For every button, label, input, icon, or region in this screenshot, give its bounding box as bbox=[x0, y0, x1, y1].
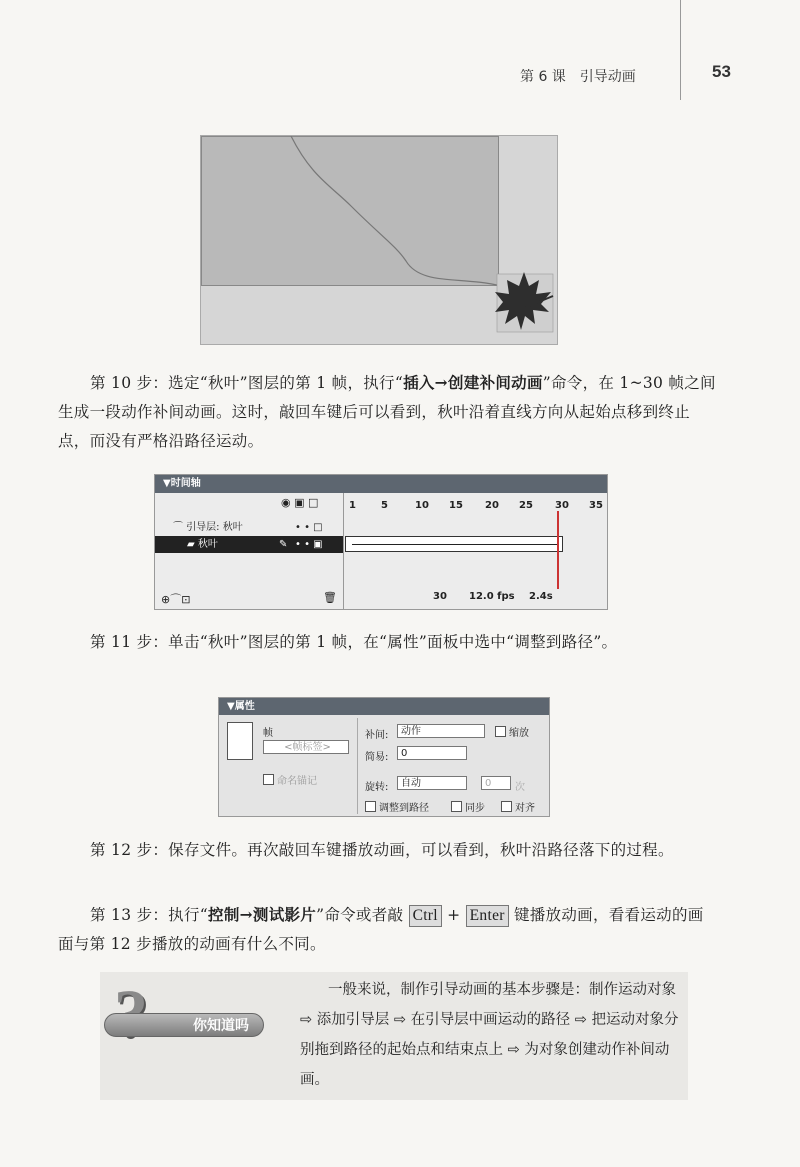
step-10-command: 插入→创建补间动画 bbox=[403, 373, 543, 392]
frame-label: 帧 bbox=[263, 728, 273, 739]
frame-label-input[interactable]: <帧标签> bbox=[263, 740, 349, 754]
leaf-layer-name: 秋叶 bbox=[197, 539, 218, 550]
properties-title[interactable]: ▼属性 bbox=[219, 698, 549, 715]
ruler-tick: 30 bbox=[555, 500, 569, 511]
rotate-times-input[interactable]: 0 bbox=[481, 776, 511, 790]
step-13-command: 控制→测试影片 bbox=[208, 905, 317, 924]
layer-icon: ▰ bbox=[187, 539, 195, 550]
step-11-paragraph: 第 11 步：单击“秋叶”图层的第 1 帧，在“属性”面板中选中“调整到路径”。 bbox=[90, 633, 618, 651]
frame-area bbox=[345, 493, 607, 609]
layer-row-leaf[interactable] bbox=[155, 536, 343, 553]
ctrl-key: Ctrl bbox=[409, 905, 442, 927]
guide-layer-name: 引导层: 秋叶 bbox=[186, 522, 243, 533]
add-layer-icons[interactable]: ⊕⌒⊡ bbox=[161, 593, 191, 606]
sync-label: 同步 bbox=[465, 803, 485, 814]
timeline-panel bbox=[154, 474, 608, 610]
ease-label: 简易: bbox=[365, 752, 389, 763]
ruler-tick: 10 bbox=[415, 500, 429, 511]
enter-key: Enter bbox=[466, 905, 509, 927]
pencil-icon: ✎ bbox=[279, 539, 288, 550]
ruler-tick: 35 bbox=[589, 500, 603, 511]
ruler-tick: 5 bbox=[381, 500, 388, 511]
tip-text: 一般来说，制作引导动画的基本步骤是：制作运动对象 ⇨ 添加引导层 ⇨ 在引导层中画运动的路径 ⇨ 把运动对象分别拖到路径的起始点和结束点上 ⇨ 为对象创建动作补间动画。 bbox=[300, 982, 679, 1088]
ruler-tick: 20 bbox=[485, 500, 499, 511]
ruler-tick: 25 bbox=[519, 500, 533, 511]
layer-list bbox=[155, 493, 344, 609]
step-10-paragraph bbox=[58, 368, 718, 456]
maple-leaf-icon bbox=[491, 268, 557, 338]
page-number: 53 bbox=[712, 62, 731, 81]
guide-layer-icon: ⌒ bbox=[173, 522, 183, 533]
layer-header-icons: ◉ ▣ □ bbox=[281, 496, 319, 509]
trash-icon[interactable]: 🗑 bbox=[323, 591, 337, 604]
step-10-text: 第 10 步：选定“秋叶”图层的第 1 帧，执行“ bbox=[90, 374, 404, 392]
scale-checkbox[interactable] bbox=[495, 726, 506, 737]
orient-path-label: 调整到路径 bbox=[379, 803, 429, 814]
chapter-title: 第 6 课 引导动画 bbox=[520, 69, 636, 85]
frame-icon bbox=[227, 722, 253, 760]
current-frame: 30 bbox=[433, 591, 447, 602]
rotate-label: 旋转: bbox=[365, 782, 389, 793]
header-rule bbox=[680, 0, 681, 100]
step-12-paragraph: 第 12 步：保存文件。再次敲回车键播放动画，可以看到，秋叶沿路径落下的过程。 bbox=[90, 841, 674, 859]
step-13-text: 第 13 步：执行“ bbox=[90, 906, 209, 924]
tween-select[interactable]: 动作 bbox=[397, 724, 485, 738]
properties-panel bbox=[218, 697, 550, 817]
frame-rate: 12.0 fps bbox=[469, 591, 515, 602]
snap-label: 对齐 bbox=[515, 803, 535, 814]
ruler-tick: 1 bbox=[349, 500, 356, 511]
step-13-text-end: 键播放动画，看看运动的画面与第 12 步播放的动画有什么不同。 bbox=[58, 906, 704, 953]
ease-input[interactable]: 0 bbox=[397, 746, 467, 760]
layer-row-guide[interactable] bbox=[155, 519, 343, 536]
elapsed-time: 2.4s bbox=[529, 591, 553, 602]
scale-label: 缩放 bbox=[509, 728, 529, 739]
sync-checkbox[interactable] bbox=[451, 801, 462, 812]
snap-checkbox[interactable] bbox=[501, 801, 512, 812]
leaf-layer-dots: • • ▣ bbox=[295, 539, 323, 550]
ruler-tick: 15 bbox=[449, 500, 463, 511]
timeline-title[interactable]: ▼时间轴 bbox=[155, 475, 607, 493]
tween-arrow bbox=[352, 544, 558, 545]
rotate-times-unit: 次 bbox=[515, 782, 525, 793]
named-anchor-label: 命名锚记 bbox=[277, 776, 317, 787]
step-13-text-mid: ”命令或者敲 bbox=[316, 906, 409, 924]
stage-screenshot bbox=[200, 135, 558, 345]
step-13-paragraph bbox=[58, 900, 718, 959]
named-anchor-checkbox[interactable] bbox=[263, 774, 274, 785]
guide-layer-dots: • • □ bbox=[295, 522, 323, 533]
orient-path-checkbox[interactable] bbox=[365, 801, 376, 812]
tween-frames[interactable] bbox=[345, 536, 563, 552]
step-10-text-end: ”命令，在 1~30 帧之间生成一段动作补间动画。这时，敲回车键后可以看到，秋叶沿着直线方向从起始点移到终止点，而没有严格沿路径运动。 bbox=[58, 374, 716, 450]
panel-divider bbox=[357, 718, 358, 814]
guide-frames[interactable] bbox=[345, 519, 563, 537]
plus-sign: + bbox=[441, 906, 466, 924]
tip-badge: 你知道吗 bbox=[104, 1013, 264, 1037]
rotate-select[interactable]: 自动 bbox=[397, 776, 467, 790]
playhead[interactable] bbox=[557, 511, 559, 589]
tween-label: 补间: bbox=[365, 730, 389, 741]
